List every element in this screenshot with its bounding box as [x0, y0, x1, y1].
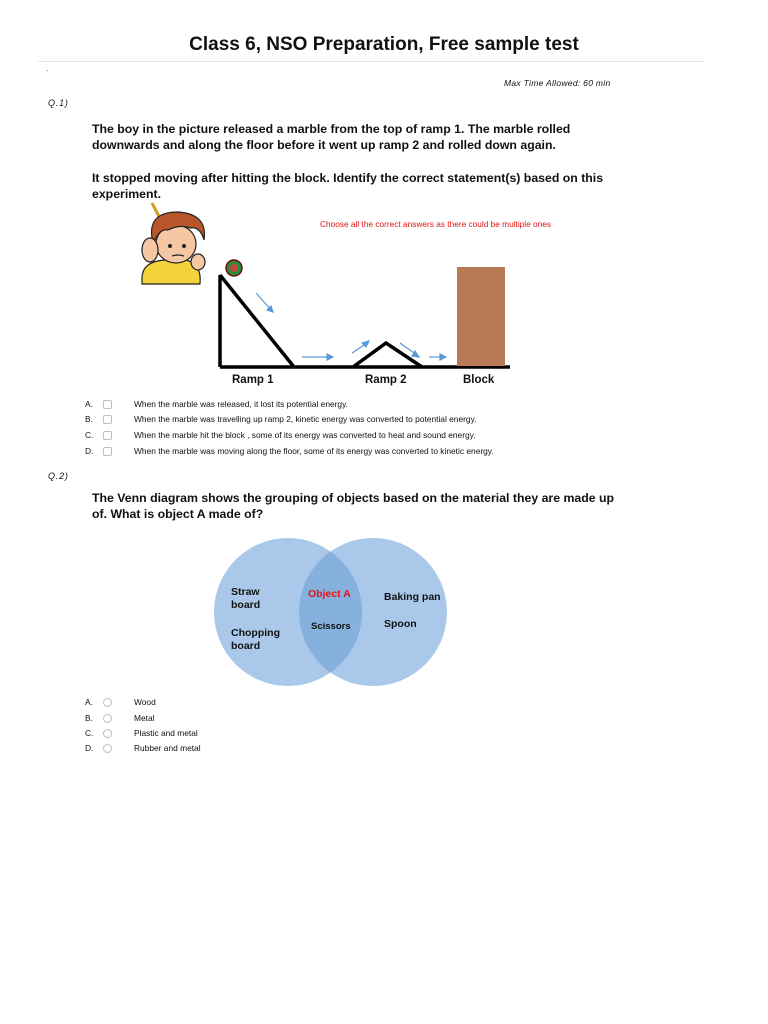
- venn-center-item: Scissors: [311, 621, 351, 632]
- venn-diagram: [205, 535, 455, 690]
- block-label: Block: [463, 374, 495, 386]
- checkbox-icon[interactable]: [103, 400, 112, 409]
- ramp-1-slope: [220, 275, 294, 367]
- option-letter: B.: [85, 713, 93, 723]
- question-1-stem-line: The boy in the picture released a marble from the top of ramp 1. The marble rolled: [92, 122, 571, 136]
- q1-option-a[interactable]: [85, 397, 348, 411]
- radio-button-icon[interactable]: [103, 744, 112, 753]
- thinking-boy-illustration: [134, 198, 214, 286]
- option-text: When the marble was moving along the floor, some of its energy was converted to kinetic energy.: [134, 446, 494, 456]
- question-1-stem: [92, 121, 622, 153]
- boy-hand: [142, 238, 158, 262]
- option-text: Rubber and metal: [134, 743, 201, 753]
- q2-option-b[interactable]: [85, 711, 154, 725]
- ramp-2-shape: [353, 343, 422, 367]
- checkbox-icon[interactable]: [103, 431, 112, 440]
- page-title: Class 6, NSO Preparation, Free sample test: [189, 34, 579, 55]
- question-1-stem-line: It stopped moving after hitting the block. Identify the correct statement(s) based on this: [92, 171, 604, 185]
- option-letter: D.: [85, 446, 94, 456]
- option-text: Wood: [134, 697, 156, 707]
- ramp-2-label: Ramp 2: [365, 374, 407, 386]
- question-2-number: Q.2): [48, 471, 69, 481]
- checkbox-icon[interactable]: [103, 447, 112, 456]
- ramp-1-label: Ramp 1: [232, 374, 274, 386]
- option-text: Metal: [134, 713, 155, 723]
- question-1-stem-line: downwards and along the floor before it went up ramp 2 and rolled down again.: [92, 138, 556, 152]
- venn-text-line: Straw: [231, 586, 260, 598]
- q2-option-c[interactable]: [85, 726, 198, 740]
- venn-text-line: board: [231, 599, 261, 611]
- venn-right-item-1: Baking pan: [384, 591, 441, 603]
- option-letter: D.: [85, 743, 94, 753]
- q1-option-c[interactable]: [85, 428, 476, 442]
- option-text: Plastic and metal: [134, 728, 198, 738]
- multiple-answers-note: Choose all the correct answers as there could be multiple ones: [320, 219, 552, 229]
- question-2-stem-line: The Venn diagram shows the grouping of objects based on the material they are made up: [92, 491, 615, 505]
- question-1-stem-line: experiment.: [92, 187, 162, 201]
- option-text: When the marble was travelling up ramp 2, kinetic energy was converted to potential energy.: [134, 414, 477, 424]
- venn-text-line: board: [231, 640, 261, 652]
- q1-option-d[interactable]: [85, 444, 494, 458]
- radio-button-icon[interactable]: [103, 714, 112, 723]
- block-shape: [457, 267, 505, 366]
- question-2-stem-line: of. What is object A made of?: [92, 507, 264, 521]
- option-text: When the marble was released, it lost its potential energy.: [134, 399, 348, 409]
- question-1-number: Q.1): [48, 98, 69, 108]
- venn-object-a-label: Object A: [308, 588, 351, 600]
- ramp-diagram: [210, 255, 520, 375]
- header-dot: -: [46, 66, 49, 75]
- option-text: When the marble hit the block , some of its energy was converted to heat and sound energy.: [134, 430, 476, 440]
- option-letter: A.: [85, 697, 93, 707]
- option-letter: B.: [85, 414, 93, 424]
- option-letter: A.: [85, 399, 93, 409]
- radio-button-icon[interactable]: [103, 729, 112, 738]
- option-letter: C.: [85, 430, 94, 440]
- header-divider: [38, 61, 704, 62]
- checkbox-icon[interactable]: [103, 415, 112, 424]
- venn-right-item-2: Spoon: [384, 618, 417, 630]
- radio-button-icon[interactable]: [103, 698, 112, 707]
- q2-option-a[interactable]: [85, 695, 156, 709]
- venn-left-item-2: [231, 627, 280, 653]
- max-time-label: Max Time Allowed: 60 min: [504, 78, 611, 88]
- question-2-stem: [92, 490, 622, 522]
- q1-option-b[interactable]: [85, 412, 476, 426]
- q2-option-d[interactable]: [85, 741, 201, 755]
- venn-text-line: Chopping: [231, 627, 280, 639]
- motion-arrows: [256, 293, 446, 360]
- option-letter: C.: [85, 728, 94, 738]
- venn-left-item-1: [231, 586, 260, 612]
